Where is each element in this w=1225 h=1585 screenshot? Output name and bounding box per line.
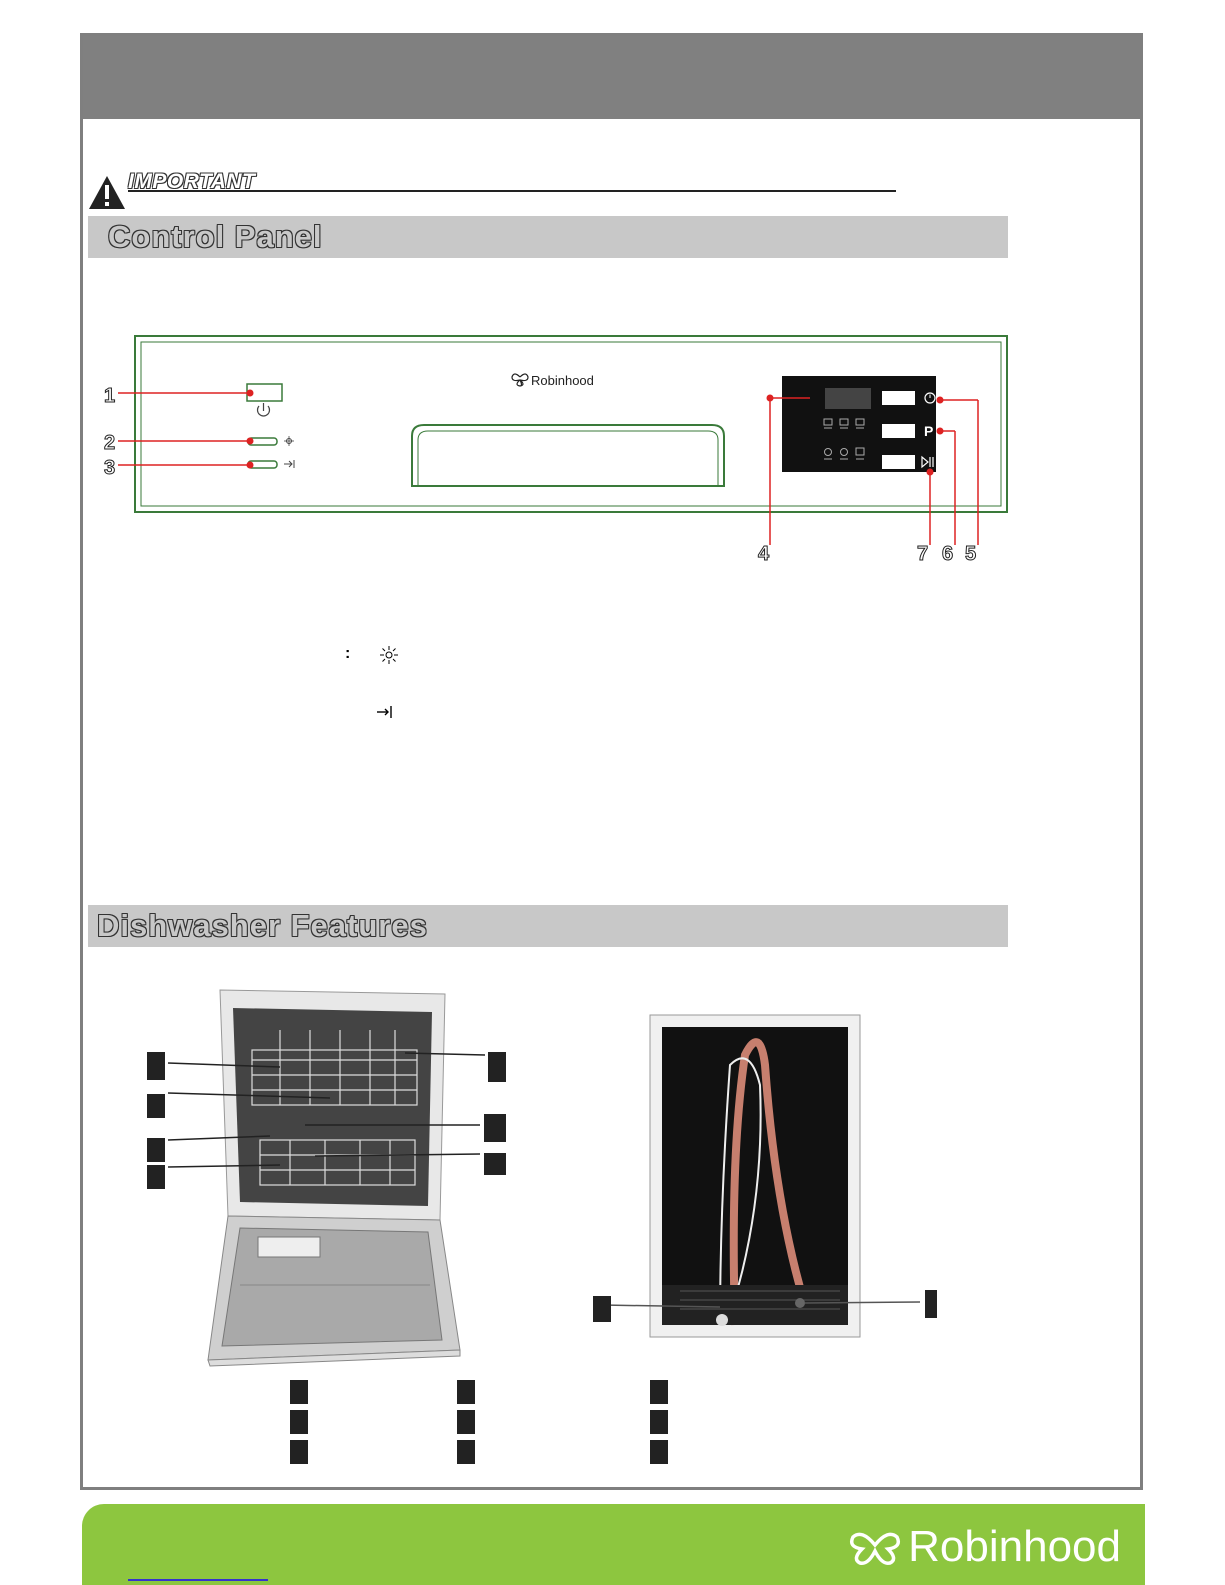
legend-marker bbox=[290, 1410, 308, 1434]
callout-5: 5 bbox=[965, 543, 977, 565]
legend-marker bbox=[290, 1440, 308, 1464]
footer-link[interactable] bbox=[128, 1579, 268, 1581]
colon-mark: : bbox=[345, 645, 351, 662]
section-dishwasher-features bbox=[88, 905, 1008, 947]
dishwasher-back-photo bbox=[580, 1005, 960, 1345]
legend-marker bbox=[650, 1440, 668, 1464]
callout-2: 2 bbox=[104, 432, 116, 454]
feature-marker bbox=[488, 1052, 506, 1082]
power-icon bbox=[257, 403, 269, 416]
rinse-aid-icon bbox=[284, 436, 294, 446]
salt-icon bbox=[284, 460, 294, 468]
butterfly-logo-icon bbox=[848, 1527, 902, 1567]
panel-brand-text: Robinhood bbox=[531, 373, 594, 388]
legend-marker bbox=[650, 1410, 668, 1434]
warning-icon bbox=[88, 174, 126, 210]
callout-6: 6 bbox=[942, 543, 954, 565]
legend-marker bbox=[457, 1440, 475, 1464]
rinse-aid-icon bbox=[380, 646, 398, 664]
section-title: Dishwasher Features bbox=[97, 908, 428, 943]
feature-marker bbox=[147, 1138, 165, 1162]
legend-marker bbox=[457, 1380, 475, 1404]
callout-1: 1 bbox=[104, 385, 116, 407]
important-label: IMPORTANT bbox=[128, 170, 256, 193]
callout-7: 7 bbox=[917, 543, 929, 565]
legend-marker bbox=[650, 1380, 668, 1404]
footer-brand-text: Robinhood bbox=[908, 1522, 1121, 1571]
program-symbol: P bbox=[924, 423, 934, 439]
feature-marker bbox=[147, 1052, 165, 1080]
important-banner bbox=[88, 170, 898, 210]
feature-marker bbox=[484, 1114, 506, 1142]
feature-marker bbox=[147, 1094, 165, 1118]
feature-marker bbox=[593, 1296, 611, 1322]
legend-marker bbox=[290, 1380, 308, 1404]
callout-3: 3 bbox=[104, 457, 116, 479]
control-panel-diagram bbox=[0, 320, 1225, 570]
butterfly-logo-icon bbox=[512, 374, 528, 386]
important-rule bbox=[128, 190, 896, 192]
feature-marker bbox=[484, 1153, 506, 1175]
panel-brand bbox=[512, 373, 594, 388]
dishwasher-front-photo bbox=[140, 980, 540, 1380]
footer-brand bbox=[848, 1522, 1121, 1572]
section-title: Control Panel bbox=[108, 219, 323, 254]
salt-icon bbox=[377, 705, 393, 719]
callout-4: 4 bbox=[758, 543, 770, 565]
feature-marker bbox=[925, 1290, 937, 1318]
feature-marker bbox=[147, 1165, 165, 1189]
section-control-panel bbox=[88, 216, 1008, 258]
legend-marker bbox=[457, 1410, 475, 1434]
footer-bar bbox=[82, 1504, 1145, 1585]
